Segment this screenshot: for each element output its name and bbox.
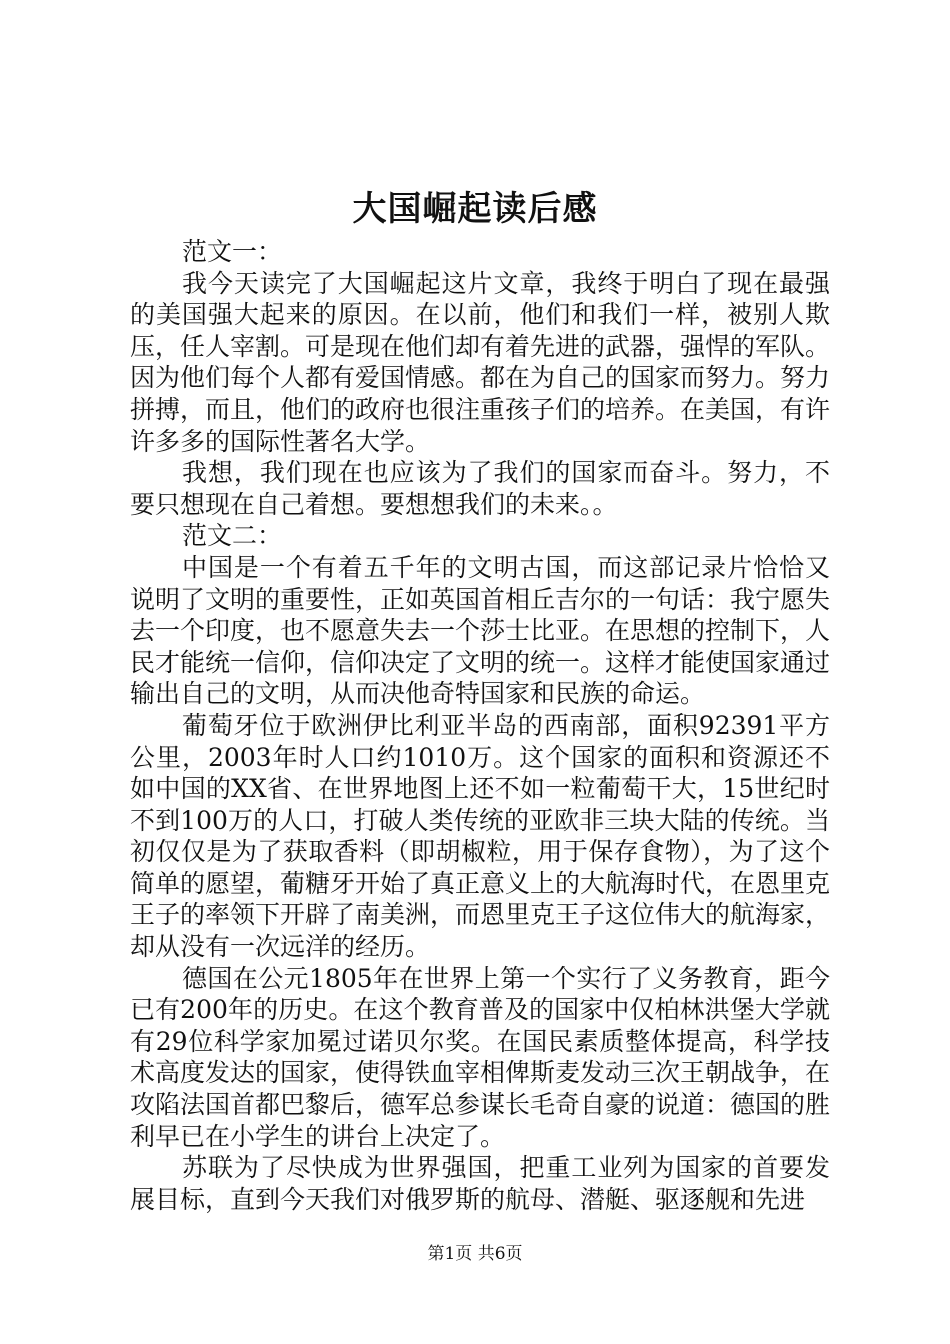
- paragraph: 我想，我们现在也应该为了我们的国家而奋斗。努力，不要只想现在自己着想。要想想我们的未来。。: [130, 458, 830, 519]
- document-title: 大国崛起读后感: [352, 189, 598, 229]
- paragraph: 范文二：: [182, 521, 283, 551]
- paragraph: 我今天读完了大国崛起这片文章，我终于明白了现在最强的美国强大起来的原因。在以前，他们和我们一样，被别人欺压，任人宰割。可是现在他们却有着先进的武器，强悍的军队。因为他们每个人都有爱国情感。都在为自己的国家而努力。努力拼搏，而且，他们的政府也很注重孩子们的培养。在美国，有许许多多的国际性著名大学。: [130, 268, 831, 456]
- document-body: [130, 236, 830, 1215]
- paragraph: 范文一：: [182, 237, 283, 266]
- paragraph: 德国在公元1805年在世界上第一个实行了义务教育，距今已有200年的历史。在这个教育普及的国家中仅柏林洪堡大学就有29位科学家加冕过诺贝尔奖。在国民素质整体提高，科学技术高度发达的国家，使得铁血宰相俾斯麦发动三次王朝战争，在攻陷法国首都巴黎后，德军总参谋长毛奇自豪的说道：德国的胜利早已在小学生的讲台上决定了。: [130, 963, 831, 1151]
- paragraph: 中国是一个有着五千年的文明古国，而这部记录片恰恰又说明了文明的重要性，正如英国首相丘吉尔的一句话：我宁愿失去一个印度，也不愿意失去一个莎士比亚。在思想的控制下，人民才能统一信仰，信仰决定了文明的统一。这样才能使国家通过输出自己的文明，从而决他奇特国家和民族的命运。: [130, 552, 831, 709]
- page-number-footer: 第1页 共6页: [427, 1244, 523, 1264]
- paragraph: 葡萄牙位于欧洲伊比利亚半岛的西南部，面积92391平方公里，2003年时人口约1010万。这个国家的面积和资源还不如中国的XX省、在世界地图上还不如一粒葡萄干大，15世纪时不到100万的人口，打破人类传统的亚欧非三块大陆的传统。当初仅仅是为了获取香料（即胡椒粒，用于保存食物），为了这个简单的愿望，葡糖牙开始了真正意义上的大航海时代，在恩里克王子的率领下开辟了南美洲，而恩里克王子这位伟大的航海家，却从没有一次远洋的经历。: [130, 710, 831, 962]
- paragraph: 苏联为了尽快成为世界强国，把重工业列为国家的首要发展目标，直到今天我们对俄罗斯的航母、潜艇、驱逐舰和先进: [130, 1153, 830, 1214]
